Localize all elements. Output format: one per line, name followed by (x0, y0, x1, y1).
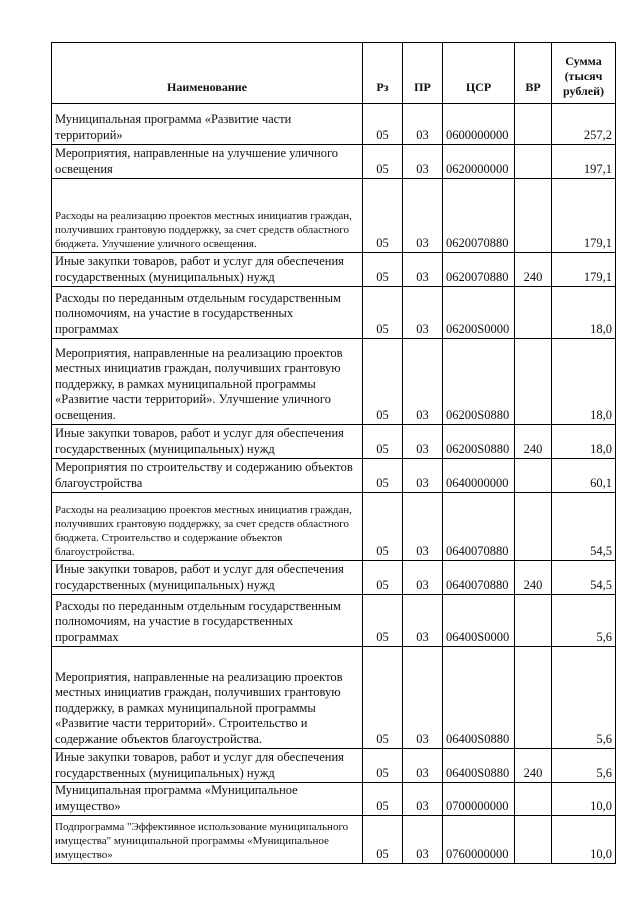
row-vr-cell (515, 647, 552, 749)
row-rz-cell: 05 (363, 459, 403, 493)
row-name-cell: Муниципальная программа «Развитие части территорий» (52, 104, 363, 145)
row-rz-cell: 05 (363, 749, 403, 783)
row-pr-cell: 03 (403, 287, 443, 339)
table-row (52, 179, 616, 253)
table-row (52, 561, 616, 595)
row-csr-cell: 06400S0880 (443, 749, 515, 783)
row-sum-cell: 179,1 (552, 179, 616, 253)
table-row (52, 145, 616, 179)
row-name-cell: Иные закупки товаров, работ и услуг для обеспечения государственных (муниципальных) нужд (52, 425, 363, 459)
table-row (52, 339, 616, 425)
table-row (52, 104, 616, 145)
row-sum-cell: 18,0 (552, 287, 616, 339)
row-vr-cell (515, 104, 552, 145)
row-vr-cell: 240 (515, 253, 552, 287)
row-name-cell: Расходы по переданным отдельным государственным полномочиям, на участие в государственных программах (52, 287, 363, 339)
table-row (52, 595, 616, 647)
row-vr-cell: 240 (515, 425, 552, 459)
row-name-cell: Расходы на реализацию проектов местных инициатив граждан, получивших грантовую поддержку, за счет средств областного бюджета. Улучшение уличного освещения. (52, 179, 363, 253)
row-rz-cell: 05 (363, 339, 403, 425)
row-pr-cell: 03 (403, 104, 443, 145)
row-name-cell: Подпрограмма "Эффективное использование муниципального имущества" муниципальной программы «Муниципальное имущество» (52, 816, 363, 864)
row-vr-cell (515, 179, 552, 253)
row-csr-cell: 0640000000 (443, 459, 515, 493)
table-row (52, 783, 616, 816)
row-name-cell: Иные закупки товаров, работ и услуг для обеспечения государственных (муниципальных) нужд (52, 749, 363, 783)
row-rz-cell: 05 (363, 783, 403, 816)
row-rz-cell: 05 (363, 104, 403, 145)
row-rz-cell: 05 (363, 561, 403, 595)
table-row (52, 425, 616, 459)
row-sum-cell: 5,6 (552, 749, 616, 783)
row-vr-cell: 240 (515, 561, 552, 595)
row-pr-cell: 03 (403, 425, 443, 459)
row-rz-cell: 05 (363, 647, 403, 749)
table-row (52, 816, 616, 864)
row-pr-cell: 03 (403, 145, 443, 179)
row-name-cell: Расходы по переданным отдельным государственным полномочиям, на участие в государственных программах (52, 595, 363, 647)
row-pr-cell: 03 (403, 595, 443, 647)
table-row (52, 459, 616, 493)
row-sum-cell: 197,1 (552, 145, 616, 179)
table-row (52, 749, 616, 783)
row-name-cell: Мероприятия, направленные на реализацию проектов местных инициатив граждан, получивших грантовую поддержку, в рамках муниципальной программы «Развитие части территорий». Улучшение уличного освещения. (52, 339, 363, 425)
row-sum-cell: 179,1 (552, 253, 616, 287)
header-csr: ЦСР (443, 43, 515, 104)
row-sum-cell: 18,0 (552, 425, 616, 459)
row-vr-cell (515, 816, 552, 864)
row-pr-cell: 03 (403, 179, 443, 253)
row-csr-cell: 0640070880 (443, 493, 515, 561)
row-vr-cell (515, 339, 552, 425)
row-vr-cell (515, 595, 552, 647)
row-pr-cell: 03 (403, 493, 443, 561)
row-csr-cell: 0760000000 (443, 816, 515, 864)
row-name-cell: Мероприятия по строительству и содержанию объектов благоустройства (52, 459, 363, 493)
row-csr-cell: 0600000000 (443, 104, 515, 145)
row-pr-cell: 03 (403, 816, 443, 864)
row-vr-cell: 240 (515, 749, 552, 783)
row-csr-cell: 06400S0000 (443, 595, 515, 647)
row-sum-cell: 54,5 (552, 493, 616, 561)
row-name-cell: Муниципальная программа «Муниципальное имущество» (52, 783, 363, 816)
row-pr-cell: 03 (403, 459, 443, 493)
row-csr-cell: 0640070880 (443, 561, 515, 595)
row-vr-cell (515, 493, 552, 561)
row-sum-cell: 5,6 (552, 647, 616, 749)
row-csr-cell: 06200S0880 (443, 425, 515, 459)
table-header-row (52, 43, 616, 104)
budget-table (51, 42, 616, 864)
row-csr-cell: 0620000000 (443, 145, 515, 179)
table-row (52, 287, 616, 339)
row-sum-cell: 257,2 (552, 104, 616, 145)
row-pr-cell: 03 (403, 561, 443, 595)
row-rz-cell: 05 (363, 493, 403, 561)
row-vr-cell (515, 459, 552, 493)
row-sum-cell: 10,0 (552, 816, 616, 864)
row-rz-cell: 05 (363, 287, 403, 339)
row-vr-cell (515, 783, 552, 816)
row-rz-cell: 05 (363, 595, 403, 647)
row-csr-cell: 06200S0880 (443, 339, 515, 425)
row-sum-cell: 5,6 (552, 595, 616, 647)
row-csr-cell: 0620070880 (443, 179, 515, 253)
row-name-cell: Иные закупки товаров, работ и услуг для обеспечения государственных (муниципальных) нужд (52, 253, 363, 287)
row-rz-cell: 05 (363, 425, 403, 459)
row-name-cell: Мероприятия, направленные на улучшение уличного освещения (52, 145, 363, 179)
row-pr-cell: 03 (403, 647, 443, 749)
row-pr-cell: 03 (403, 749, 443, 783)
row-pr-cell: 03 (403, 339, 443, 425)
row-sum-cell: 10,0 (552, 783, 616, 816)
row-pr-cell: 03 (403, 253, 443, 287)
header-sum: Сумма (тысяч рублей) (552, 43, 616, 104)
row-pr-cell: 03 (403, 783, 443, 816)
row-vr-cell (515, 145, 552, 179)
row-sum-cell: 54,5 (552, 561, 616, 595)
row-rz-cell: 05 (363, 816, 403, 864)
header-vr: ВР (515, 43, 552, 104)
row-name-cell: Иные закупки товаров, работ и услуг для обеспечения государственных (муниципальных) нужд (52, 561, 363, 595)
header-pr: ПР (403, 43, 443, 104)
row-name-cell: Мероприятия, направленные на реализацию проектов местных инициатив граждан, получивших грантовую поддержку, в рамках муниципальной программы «Развитие части территорий». Строительство и содержание объектов благоустройства. (52, 647, 363, 749)
header-rz: Рз (363, 43, 403, 104)
header-name: Наименование (52, 43, 363, 104)
table-row (52, 493, 616, 561)
row-sum-cell: 18,0 (552, 339, 616, 425)
row-rz-cell: 05 (363, 179, 403, 253)
row-vr-cell (515, 287, 552, 339)
table-row (52, 253, 616, 287)
table-row (52, 647, 616, 749)
row-rz-cell: 05 (363, 253, 403, 287)
row-sum-cell: 60,1 (552, 459, 616, 493)
row-csr-cell: 06200S0000 (443, 287, 515, 339)
budget-table-container (51, 42, 615, 864)
row-csr-cell: 0700000000 (443, 783, 515, 816)
row-name-cell: Расходы на реализацию проектов местных инициатив граждан, получивших грантовую поддержку, за счет средств областного бюджета. Строительство и содержание объектов благоустройства. (52, 493, 363, 561)
row-csr-cell: 0620070880 (443, 253, 515, 287)
row-csr-cell: 06400S0880 (443, 647, 515, 749)
row-rz-cell: 05 (363, 145, 403, 179)
